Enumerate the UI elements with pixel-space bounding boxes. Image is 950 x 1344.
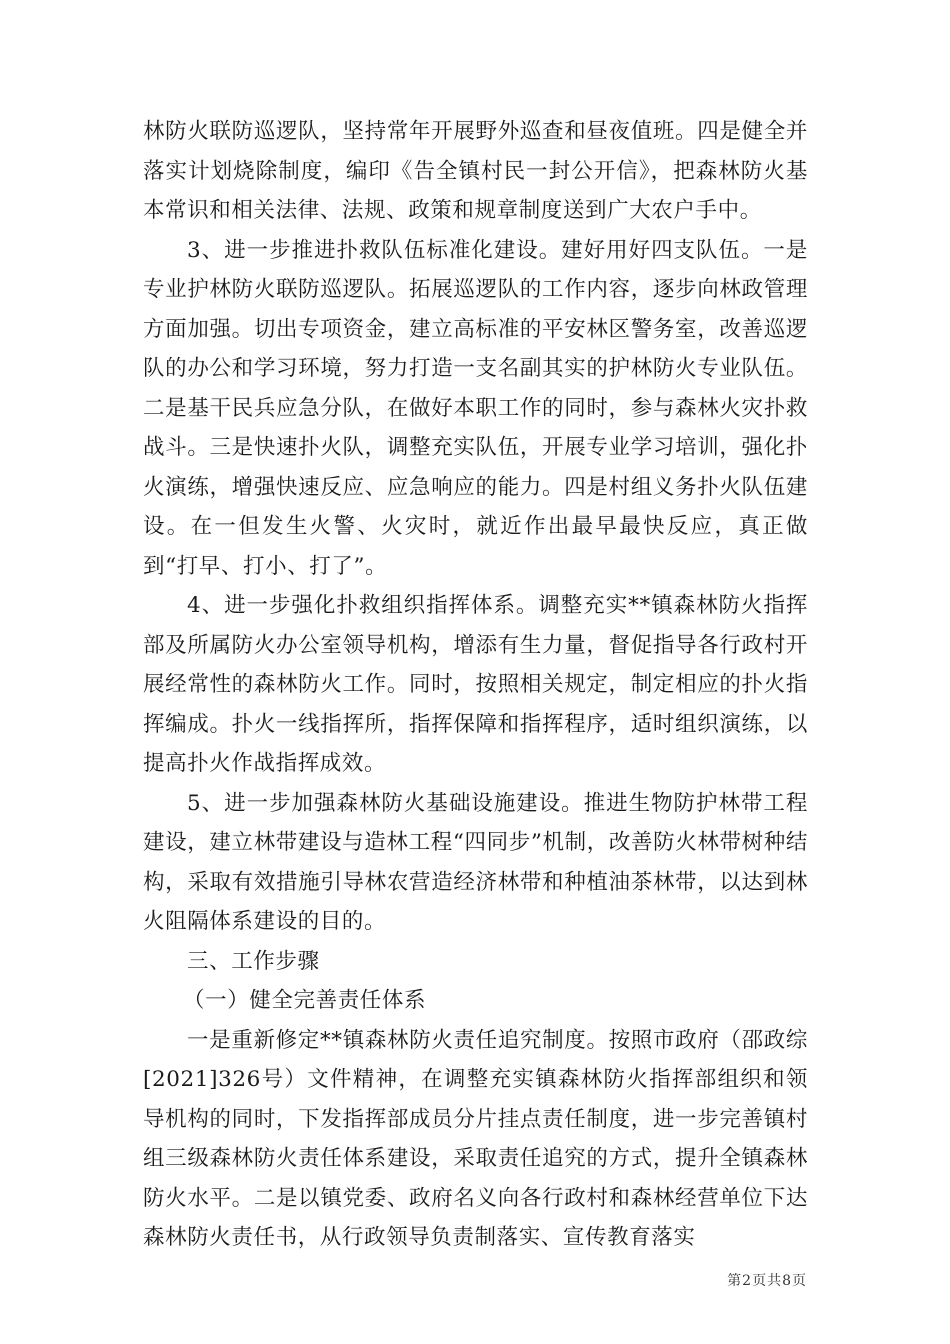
section-heading-work-steps: 三、工作步骤 <box>187 948 320 974</box>
paragraph-responsibility: 一是重新修定**镇森林防火责任追究制度。按照市政府（邵政综[2021]326号）文件精神，在调整充实镇森林防火指挥部组织和领导机构的同时，下发指挥部成员分片挂点责任制度，进一步完善镇村组三级森林防火责任体系建设，采取责任追究的方式，提升全镇森林防火水平。二是以镇党委、政府名义向各行政村和森林经营单位下达森林防火责任书，从行政领导负责制落实、宣传教育落实 <box>143 1027 808 1250</box>
subsection-heading-responsibility: （一）健全完善责任体系 <box>183 988 427 1013</box>
page-number: 第2页共8页 <box>727 1273 807 1289</box>
paragraph-continued: 林防火联防巡逻队，坚持常年开展野外巡查和昼夜值班。四是健全并落实计划烧除制度，编印《告全镇村民一封公开信》，把森林防火基本常识和相关法律、法规、政策和规章制度送到广大农户手中。 <box>143 119 808 223</box>
paragraph-item-3: 3、进一步推进扑救队伍标准化建设。建好用好四支队伍。一是专业护林防火联防巡逻队。拓展巡逻队的工作内容，逐步向林政管理方面加强。切出专项资金，建立高标准的平安林区警务室，改善巡逻队的办公和学习环境，努力打造一支名副其实的护林防火专业队伍。二是基干民兵应急分队，在做好本职工作的同时，参与森林火灾扑救战斗。三是快速扑火队，调整充实队伍，开展专业学习培训，强化扑火演练，增强快速反应、应急响应的能力。四是村组义务扑火队伍建设。在一但发生火警、火灾时，就近作出最早最快反应，真正做到“打早、打小、打了”。 <box>143 237 808 579</box>
document-body <box>143 112 808 1258</box>
paragraph-item-5: 5、进一步加强森林防火基础设施建设。推进生物防护林带工程建设，建立林带建设与造林工程“四同步”机制，改善防火林带树种结构，采取有效措施引导林农营造经济林带和种植油茶林带，以达到林火阻隔体系建设的目的。 <box>143 790 808 934</box>
paragraph-item-4: 4、进一步强化扑救组织指挥体系。调整充实**镇森林防火指挥部及所属防火办公室领导机构，增添有生力量，督促指导各行政村开展经常性的森林防火工作。同时，按照相关规定，制定相应的扑火指挥编成。扑火一线指挥所，指挥保障和指挥程序，适时组织演练，以提高扑火作战指挥成效。 <box>143 593 808 776</box>
